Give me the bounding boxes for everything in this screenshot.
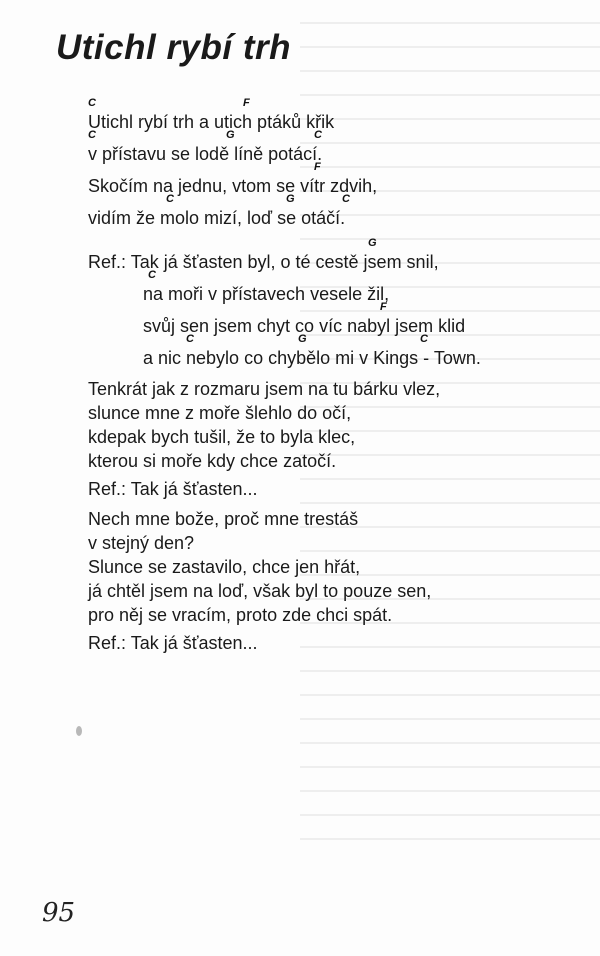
lyric-line	[88, 269, 578, 304]
lyric-text: Skočím na jednu, vtom se vítr zdvih,	[88, 176, 378, 196]
chord-label: G	[286, 193, 295, 205]
lyric-line	[88, 403, 578, 423]
chord-label: C	[342, 193, 350, 205]
lyric-line	[88, 479, 578, 499]
chord-label: F	[243, 97, 250, 109]
chord-label: G	[368, 237, 377, 249]
lyric-text: Ref.: Tak já šťasten...	[88, 633, 258, 653]
lyric-line	[88, 557, 578, 577]
lyric-line	[88, 301, 578, 336]
lyric-text: pro něj se vracím, proto zde chci spát.	[88, 605, 393, 625]
chord-label: G	[298, 333, 307, 345]
lyric-line	[88, 333, 578, 368]
lyric-text: Tenkrát jak z rozmaru jsem na tu bárku vlez,	[88, 379, 441, 399]
lyric-line	[88, 509, 578, 529]
lyric-text: vidím že molo mizí, loď se otáčí.	[88, 208, 346, 228]
lyric-line	[88, 533, 578, 553]
lyric-text: v přístavu se lodě líně potácí.	[88, 144, 323, 164]
lyric-text: já chtěl jsem na loď, však byl to pouze sen,	[88, 581, 432, 601]
lyric-text: Ref.: Tak já šťasten byl, o té cestě jsem snil,	[88, 252, 439, 272]
lyric-line	[88, 427, 578, 447]
lyric-line	[88, 379, 578, 399]
chord-label: F	[380, 301, 387, 313]
lyric-line	[88, 237, 578, 272]
lyric-line	[88, 633, 578, 653]
lyric-line	[88, 193, 578, 228]
chord-label: F	[314, 161, 321, 173]
lyric-text: kterou si moře kdy chce zatočí.	[88, 451, 337, 471]
chord-label: C	[420, 333, 428, 345]
chord-label: C	[148, 269, 156, 281]
chord-label: C	[88, 97, 96, 109]
handwritten-page-number: 95	[42, 898, 76, 928]
lyric-text: svůj sen jsem chyt co víc nabyl jsem klid	[143, 316, 466, 336]
lyric-text: v stejný den?	[88, 533, 195, 553]
lyric-text: Ref.: Tak já šťasten...	[88, 479, 258, 499]
chord-label: C	[166, 193, 174, 205]
song-body	[88, 97, 578, 653]
chord-label: C	[314, 129, 322, 141]
song-title: Utichl rybí trh	[56, 28, 292, 67]
lyric-text: Nech mne bože, proč mne trestáš	[88, 509, 359, 529]
lyric-text: na moři v přístavech vesele žil,	[143, 284, 390, 304]
ink-smudge	[76, 726, 82, 736]
lyric-line	[88, 97, 578, 132]
lyric-text: kdepak bych tušil, že to byla klec,	[88, 427, 356, 447]
lyric-text: Slunce se zastavilo, chce jen hřát,	[88, 557, 361, 577]
lyric-text: slunce mne z moře šlehlo do očí,	[88, 403, 352, 423]
lyric-line	[88, 451, 578, 471]
lyric-line	[88, 581, 578, 601]
lyric-text: a nic nebylo co chybělo mi v Kings - Town.	[143, 348, 481, 368]
chord-label: C	[186, 333, 194, 345]
lyric-line	[88, 129, 578, 164]
lyric-line	[88, 161, 578, 196]
chord-label: G	[226, 129, 235, 141]
lyric-text: Utichl rybí trh a utich ptáků křik	[88, 112, 335, 132]
chord-label: C	[88, 129, 96, 141]
lyric-line	[88, 605, 578, 625]
